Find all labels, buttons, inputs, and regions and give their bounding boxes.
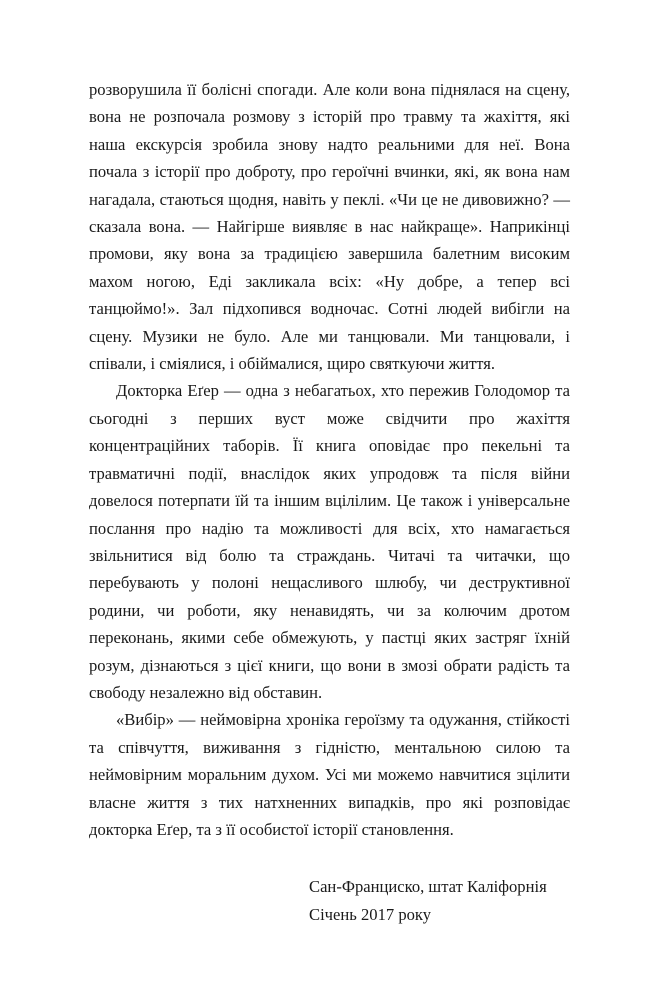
paragraph-about-book: «Вибір» — неймовірна хроніка героїзму та одужання, стійкості та співчуття, виживання з гідністю, ментальною силою та неймовірним моральним духом. Усі ми можемо навчитися зцілити власне життя з тих натхненних випадків, про які розповідає докторка Еґер, та з її особистої історії становлення.: [89, 710, 570, 839]
book-page: [89, 76, 570, 929]
signature-date: Січень 2017 року: [309, 905, 432, 925]
paragraph-about-author: Докторка Еґер — одна з небагатьох, хто пережив Голодомор та сьогодні з перших вуст може свідчити про жахіття концентраційних таборів. Її книга оповідає про пекельні та травматичні події, внаслідок яких упродовж та після війни довелося потерпати їй та іншим вцілілим. Це також і універсальне послання про надію та можливості для всіх, хто намагається звільнитися від болю та страждань. Читачі та читачки, що перебувають у полоні нещасливого шлюбу, чи деструктивної родини, чи роботи, яку ненавидять, чи за колючим дротом переконань, якими себе обмежують, у пастці яких застряг їхній розум, дізнаються з цієї книги, що вони в змозі обрати радість та свободу незалежно від обставин.: [89, 381, 570, 702]
paragraph-continuation: розворушила її болісні спогади. Але коли вона піднялася на сцену, вона не розпочала розмову з історій про травму та жахіття, які наша екскурсія зробила знову надто реальними для неї. Вона почала з історії про доброту, про героїчні вчинки, які, як вона нам нагадала, стаються щодня, навіть у пеклі. «Чи це не дивовижно? — сказала вона. — Найгірше виявляє в нас найкраще». Наприкінці промови, яку вона за традицією завершила балетним високим махом ногою, Еді закликала всіх: «Ну добре, а тепер всі танцюймо!». Зал підхопився водночас. Сотні людей вибігли на сцену. Музики не було. Але ми танцювали. Ми танцювали, і співали, і сміялися, і обіймалися, щиро святкуючи життя.: [89, 80, 570, 374]
signature-place: Сан-Франциско, штат Каліфорнія: [309, 877, 547, 897]
signature-block: [89, 873, 570, 929]
